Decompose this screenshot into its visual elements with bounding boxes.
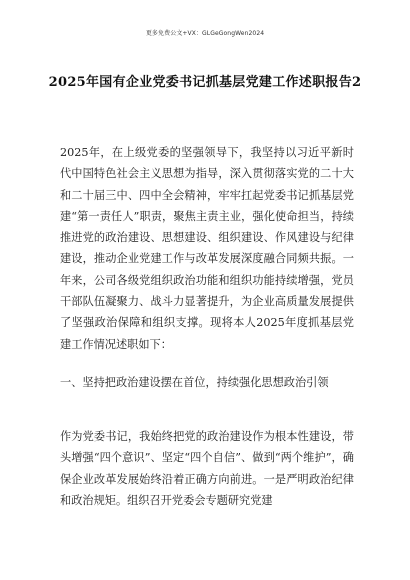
document-title: 2025年国有企业党委书记抓基层党建工作述职报告2 — [48, 75, 362, 90]
section-heading-1: 一、坚持把政治建设摆在首位，持续强化思想政治引领 — [60, 376, 329, 389]
header-note: 更多免费公文+VX：GLGeGongWen2024 — [145, 30, 265, 37]
body-paragraph-section-1: 作为党委书记，我始终把党的政治建设作为根本性建设，带头增强“四个意识”、坚定“四个自信”、做到“两个维护”，确保企业改革发展始终沿着正确方向前进。一是严明政治纪律和政治规矩。组织召开党委会专题研究党建 — [60, 430, 354, 507]
body-paragraph-intro: 2025年，在上级党委的坚强领导下，我坚持以习近平新时代中国特色社会主义思想为指导，深入贯彻落实党的二十大和二十届三中、四中全会精神，牢牢扛起党委书记抓基层党建“第一责任人”职责，聚焦主责主业，强化使命担当，持续推进党的政治建设、思想建设、组织建设、作风建设与纪律建设，推动企业党建工作与改革发展深度融合同频共振。一年来，公司各级党组织政治功能和组织功能持续增强，党员干部队伍凝聚力、战斗力显著提升，为企业高质量发展提供了坚强政治保障和组织支撑。现将本人2025年度抓基层党建工作情况述职如下： — [60, 146, 354, 351]
